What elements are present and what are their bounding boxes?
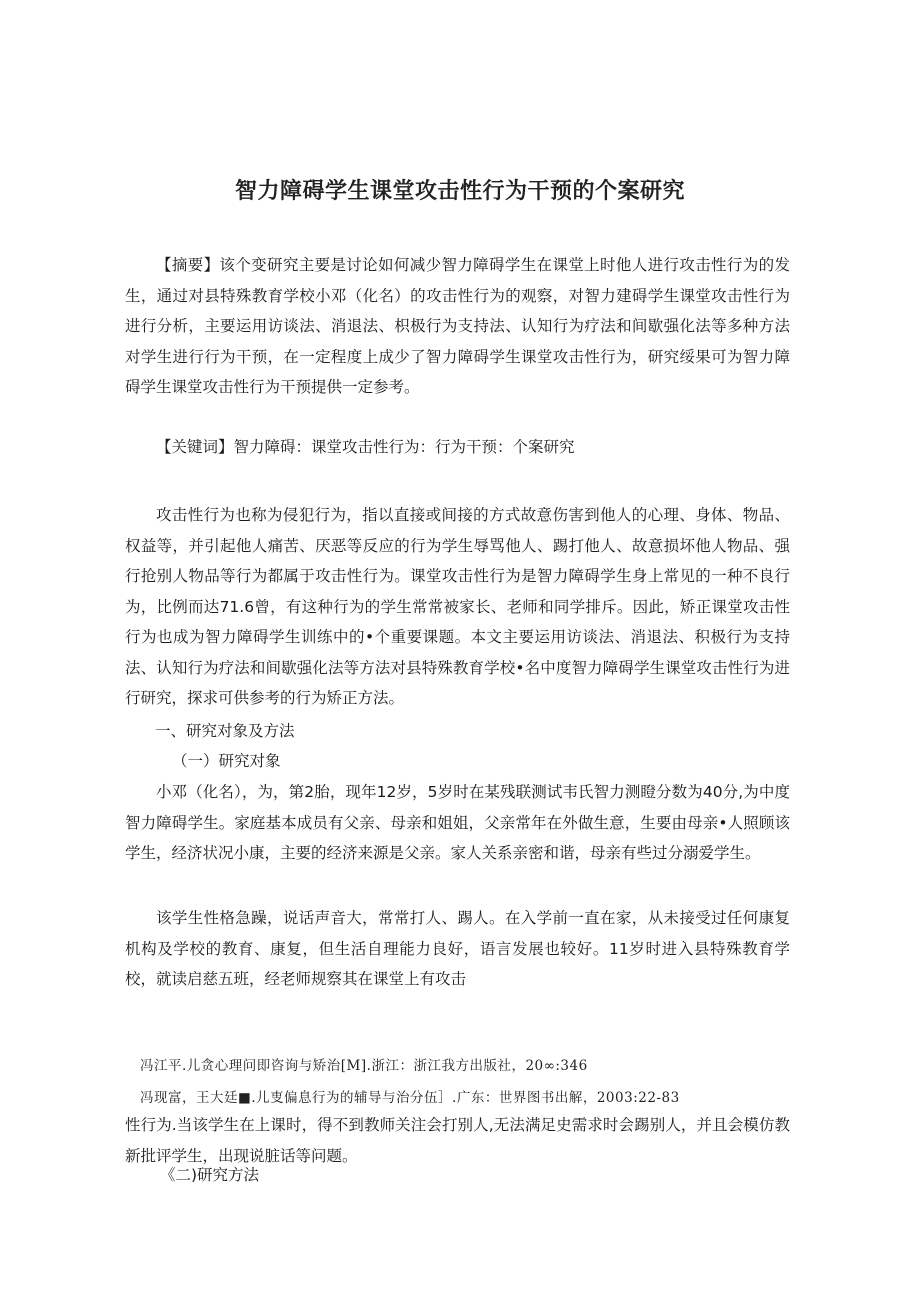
subsection-heading-research-method: 《二)研究方法 bbox=[160, 1166, 260, 1184]
section-heading-research-subject-and-method: 一、研究对象及方法 bbox=[155, 722, 295, 740]
footnote-reference-2: 冯现富，王大廷■.儿叓偏息行为的辅导与治分伍］.广东：世界图书出解，2003:22-83 bbox=[140, 1090, 680, 1106]
subsection-heading-research-subject: （一）研究对象 bbox=[172, 752, 281, 770]
footnote-reference-1: 冯江平.儿贪心理问即咨询与矫治[M].浙江：浙江我方出版社，20∞:346 bbox=[140, 1058, 588, 1074]
personality-paragraph bbox=[125, 903, 790, 995]
document-title: 智力障碍学生课堂攻击性行为干预的个案研究 bbox=[234, 179, 685, 204]
intro-paragraph bbox=[125, 500, 790, 714]
abstract-text: 【摘要】该个变研究主要是讨论如何减少智力障碍学生在课堂上时他人进行攻击性行为的发生，通过对县特殊教育学校小邓（化名）的攻击性行为的观察，对智力建碍学生课堂攻击性行为进行分析，主要运用访谈法、消退法、枳极行为支持法、认知行为疗法和间歇强化法等多种方法对学生进行行为干预，在一定程度上成少了智力障碍学生课堂攻击性行为，研究绥果可为智力障碍学生课堂攻击性行为干预提供一定参考。 bbox=[125, 256, 790, 396]
subject-paragraph bbox=[125, 777, 790, 869]
abstract-paragraph bbox=[125, 250, 790, 403]
keywords-text: 【关键词】智力障碍：课堂攻击性行为：行为干预：个案研究 bbox=[156, 438, 575, 456]
intro-text: 攻击性行为也称为侵犯行为，指以直接或间接的方式故意伤害到他人的心理、身体、物品、权益等，并引起他人痛苦、厌恶等反应的行为学生辱骂他人、踢打他人、故意损坏他人物品、强行抢别人物品等行为都属于攻击性行为。课堂攻击性行为是智力障碍学生身上常见的一种不良行为，比例而达71.6曾，有这种行为的学生常常被家长、老师和同学排斥。因此，矫正课堂攻击性行为也成为智力障碍学生训练中的•个重要课题。本文主要运用访谈法、消退法、积极行为支持法、认知行为疗法和间歇强化法等方法对县特殊教育学校•名中度智力障碍学生课堂攻击性行为进行研究，探求可供参考的行为矫正方法。 bbox=[125, 506, 790, 707]
continued-text: 性行为.当该学生在上课时，得不到教师关注会打别人,无法满足史需求时会踢别人，并且会模仿教新批评学生，出现说脏话等问题。 bbox=[125, 1116, 790, 1165]
keywords-paragraph bbox=[125, 432, 790, 463]
personality-text: 该学生性格急躁，说话声音大，常常打人、踢人。在入学前一直在家，从未接受过任何康复机构及学校的教育、康复，但生活自理能力良好，语言发展也较好。11岁时进入县特殊教育学校，就读启慈五班，经老师规察其在课堂上有攻击 bbox=[125, 909, 790, 988]
subject-text: 小邓（化名），为，第2胎，现年12岁，5岁时在某残联测试韦氏智力测瞪分数为40分,为中度智力障碍学生。家庭基本成员有父亲、母亲和姐姐，父亲常年在外做生意，生要由母亲•人照顾该学生，经济状况小康，主要的经济来源是父亲。家人关系亲密和谐，母亲有些过分溺爱学生。 bbox=[125, 783, 790, 862]
